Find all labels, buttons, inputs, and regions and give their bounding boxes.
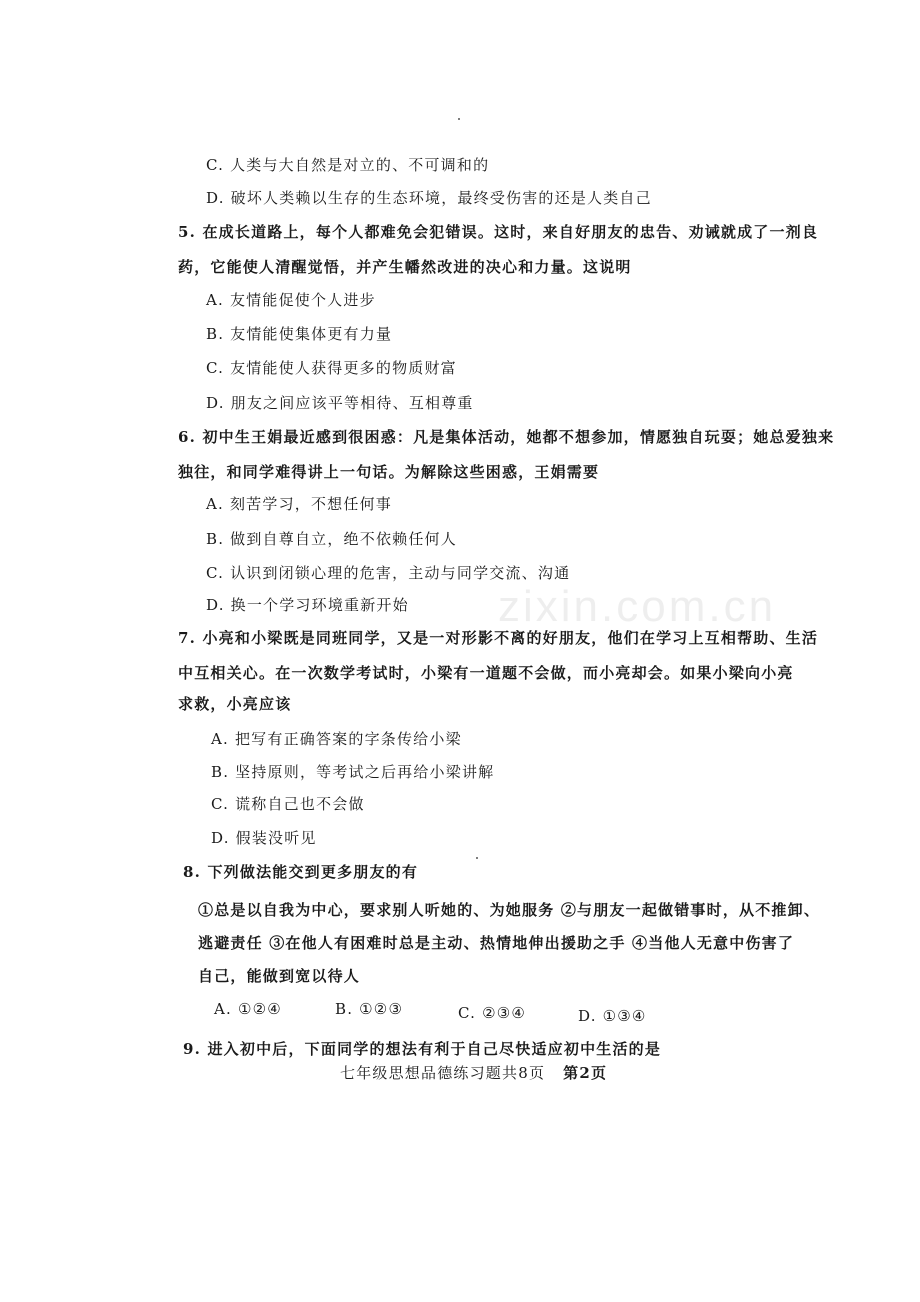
q6-stem-line2: 独往，和同学难得讲上一句话。为解除这些困惑，王娟需要 [178, 463, 600, 481]
q5-option-b: B. 友情能使集体更有力量 [206, 325, 393, 343]
footer-page-number: 第2页 [563, 1064, 608, 1082]
q5-stem-line1: 5. 在成长道路上，每个人都难免会犯错误。这时，来自好朋友的忠告、劝诫就成了一剂良 [178, 223, 819, 241]
q9-stem: 9. 进入初中后，下面同学的想法有利于自己尽快适应初中生活的是 [183, 1040, 662, 1058]
q5-option-c: C. 友情能使人获得更多的物质财富 [206, 359, 457, 377]
page-footer [340, 1062, 607, 1083]
q8-stem: 8. 下列做法能交到更多朋友的有 [183, 863, 419, 881]
speck [476, 857, 478, 859]
footer-title: 七年级思想品德练习题共8页 [340, 1064, 546, 1082]
q8-statements-line2: 逃避责任 ③在他人有困难时总是主动、热情地伸出援助之手 ④当他人无意中伤害了 [198, 934, 795, 952]
q7-option-a: A. 把写有正确答案的字条传给小梁 [211, 730, 462, 748]
q8-option-a: A. ①②④ [214, 1000, 282, 1018]
q6-option-a: A. 刻苦学习，不想任何事 [206, 495, 392, 513]
speck [458, 118, 460, 120]
q7-option-b: B. 坚持原则，等考试之后再给小梁讲解 [211, 763, 495, 781]
q8-statements-line1: ①总是以自我为中心，要求别人听她的、为她服务 ②与朋友一起做错事时，从不推卸、 [198, 901, 821, 919]
q8-statements-line3: 自己，能做到宽以待人 [198, 967, 361, 985]
q4-option-c: C. 人类与大自然是对立的、不可调和的 [206, 156, 490, 174]
q7-option-c: C. 谎称自己也不会做 [211, 795, 365, 813]
q6-option-d: D. 换一个学习环境重新开始 [206, 596, 409, 614]
watermark: zixin.com.cn [498, 582, 777, 631]
q5-option-a: A. 友情能促使个人进步 [206, 291, 376, 309]
q7-stem-line2: 中互相关心。在一次数学考试时，小梁有一道题不会做，而小亮却会。如果小梁向小亮 [178, 664, 794, 682]
q7-stem-line1: 7. 小亮和小梁既是同班同学，又是一对形影不离的好朋友，他们在学习上互相帮助、生活 [178, 629, 819, 647]
q4-option-d: D. 破坏人类赖以生存的生态环境，最终受伤害的还是人类自己 [206, 189, 652, 207]
q6-option-b: B. 做到自尊自立，绝不依赖任何人 [206, 530, 457, 548]
q6-stem-line1: 6. 初中生王娟最近感到很困惑：凡是集体活动，她都不想参加，情愿独自玩耍；她总爱独来 [178, 428, 835, 446]
q5-option-d: D. 朋友之间应该平等相待、互相尊重 [206, 394, 474, 412]
q7-stem-line3: 求救，小亮应该 [178, 695, 292, 713]
q6-option-c: C. 认识到闭锁心理的危害，主动与同学交流、沟通 [206, 564, 571, 582]
q7-option-d: D. 假装没听见 [211, 829, 317, 847]
q8-option-b: B. ①②③ [335, 1000, 404, 1018]
q8-option-c: C. ②③④ [458, 1004, 527, 1022]
q8-option-d: D. ①③④ [578, 1007, 647, 1025]
q5-stem-line2: 药，它能使人清醒觉悟，并产生幡然改进的决心和力量。这说明 [178, 258, 632, 276]
